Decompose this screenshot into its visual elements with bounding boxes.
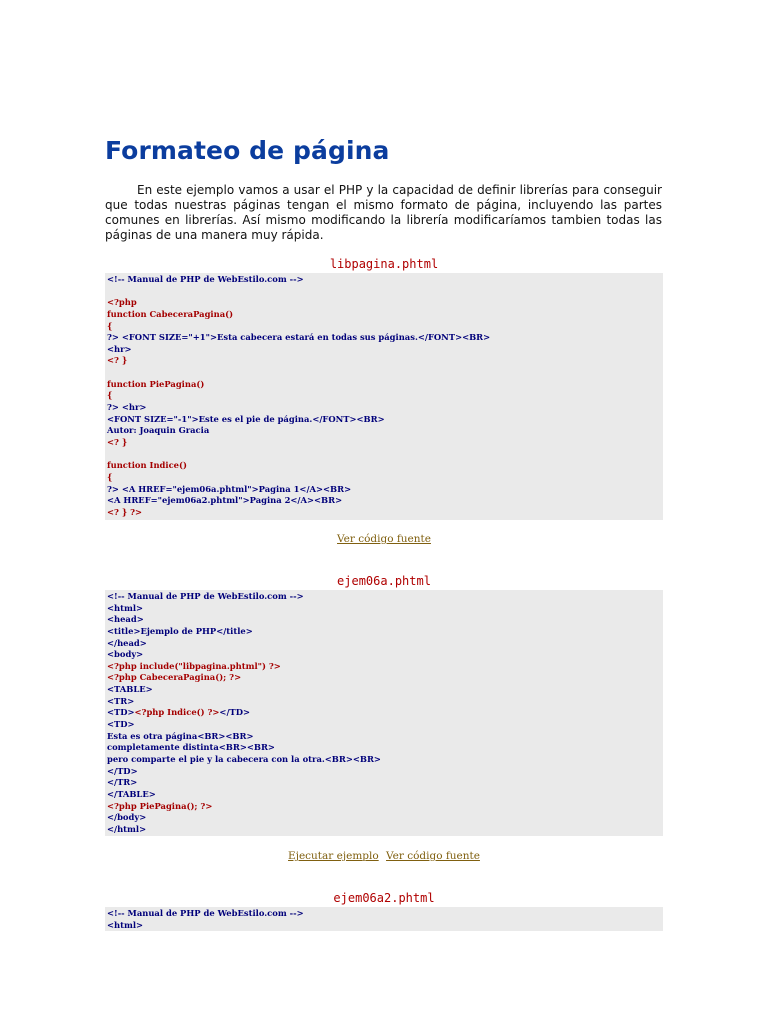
code-line: <TD><?php Indice() ?></TD> (107, 707, 251, 718)
code-line: pero comparte el pie y la cabecera con la otra.<BR><BR> (107, 753, 381, 764)
run-example-link[interactable]: Ejecutar ejemplo (288, 850, 379, 862)
page-title: Formateo de página (105, 136, 390, 165)
code-line: <body> (107, 649, 144, 660)
code-line: <html> (107, 602, 144, 613)
code-line: function Indice() (107, 460, 187, 471)
code-line: completamente distinta<BR><BR> (107, 742, 275, 753)
code-line: <? } (107, 436, 128, 447)
code-line: </html> (107, 823, 147, 834)
file-heading-libpagina: libpagina.phtml (329, 257, 439, 271)
code-line (107, 449, 663, 461)
view-source-link[interactable]: Ver código fuente (337, 533, 431, 545)
code-line: <!-- Manual de PHP de WebEstilo.com --> (107, 274, 304, 284)
code-line: <FONT SIZE="-1">Este es el pie de página.</FONT><BR> (107, 413, 385, 424)
code-line: </head> (107, 637, 147, 648)
code-line: </TR> (107, 777, 138, 788)
code-line: <html> (107, 919, 144, 930)
code-line: { (107, 320, 113, 331)
code-line: <?php include("libpagina.phtml") ?> (107, 660, 281, 671)
links-ejem06a (105, 850, 663, 862)
code-line: </body> (107, 812, 147, 823)
code-line: <!-- Manual de PHP de WebEstilo.com --> (107, 908, 304, 918)
code-line: </TABLE> (107, 788, 156, 799)
code-line: function CabeceraPagina() (107, 308, 234, 319)
code-line: ?> <A HREF="ejem06a.phtml">Pagina 1</A><BR> (107, 483, 352, 494)
code-line: { (107, 390, 113, 401)
code-line: <hr> (107, 343, 132, 354)
code-line: <head> (107, 614, 144, 625)
code-line (107, 367, 663, 379)
code-line: <TD> (107, 719, 135, 730)
view-source-link[interactable]: Ver código fuente (386, 850, 480, 862)
file-heading-ejem06a2: ejem06a2.phtml (333, 891, 435, 905)
code-block-ejem06a2 (105, 907, 663, 931)
code-block-ejem06a (105, 590, 663, 836)
code-line: <? } ?> (107, 506, 143, 517)
code-line (107, 286, 663, 298)
code-line: <TR> (107, 695, 135, 706)
code-line: <title>Ejemplo de PHP</title> (107, 625, 253, 636)
code-line: <A HREF="ejem06a2.phtml">Pagina 2</A><BR> (107, 495, 343, 506)
code-line: function PiePagina() (107, 378, 205, 389)
code-line: <!-- Manual de PHP de WebEstilo.com --> (107, 591, 304, 601)
code-line: { (107, 471, 113, 482)
intro-paragraph: En este ejemplo vamos a usar el PHP y la capacidad de definir librerías para conseguir que todas nuestras páginas tengan el mismo formato de página, incluyendo las partes comunes en librerías. Así mismo modificando la librería modificaríamos tambien todas las páginas de una manera muy rápida. (105, 183, 662, 242)
links-libpagina (105, 533, 663, 545)
code-block-libpagina (105, 273, 663, 520)
code-line: <TABLE> (107, 684, 153, 695)
code-line: <?php PiePagina(); ?> (107, 800, 213, 811)
code-line: <?php CabeceraPagina(); ?> (107, 672, 242, 683)
code-line: ?> <FONT SIZE="+1">Esta cabecera estará en todas sus páginas.</FONT><BR> (107, 332, 491, 343)
code-line: <? } (107, 355, 128, 366)
code-line: Autor: Joaquin Gracia (107, 425, 210, 436)
code-line: </TD> (107, 765, 138, 776)
code-line: ?> <hr> (107, 402, 147, 413)
code-line: Esta es otra página<BR><BR> (107, 730, 254, 741)
code-line: <?php (107, 297, 137, 308)
file-heading-ejem06a: ejem06a.phtml (337, 574, 431, 588)
